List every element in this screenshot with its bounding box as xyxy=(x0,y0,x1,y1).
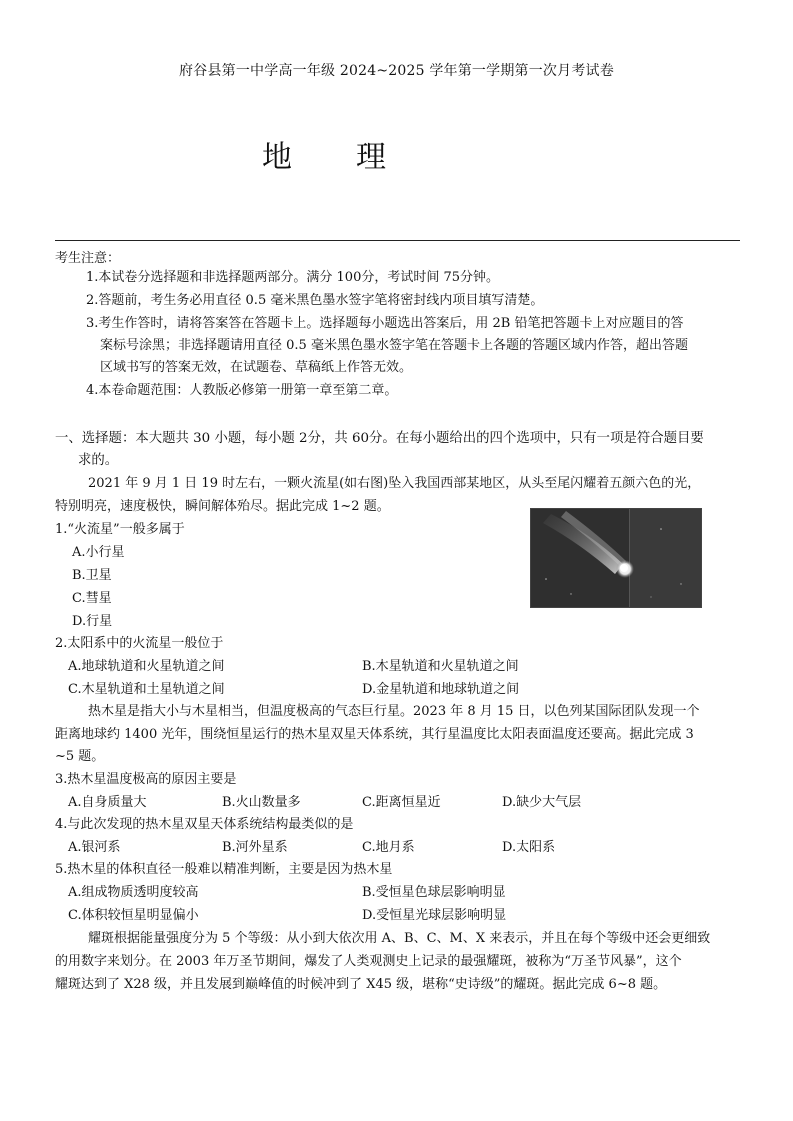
q5-option-d: D.受恒星光球层影响明显 xyxy=(362,908,507,923)
fireball-meteor-image xyxy=(531,509,701,607)
notice-heading: 考生注意： xyxy=(55,251,121,266)
q1-stem: 1.“火流星”一般多属于 xyxy=(55,522,185,537)
q5-option-a: A.组成物质透明度较高 xyxy=(68,885,199,900)
exam-title: 府谷县第一中学高一年级 2024~2025 学年第一学期第一次月考试卷 xyxy=(179,63,614,79)
q5-option-b: B.受恒星色球层影响明显 xyxy=(362,885,506,900)
q2-option-c: C.木星轨道和土星轨道之间 xyxy=(68,682,225,697)
q1-option-a: A.小行星 xyxy=(72,545,125,560)
q2-option-b: B.木星轨道和火星轨道之间 xyxy=(362,659,519,674)
passage-2-line-2: 距离地球约 1400 光年，围绕恒星运行的热木星双星天体系统，其行星温度比太阳表面温度还要高。据此完成 3 xyxy=(55,727,694,742)
q3-option-a: A.自身质量大 xyxy=(68,795,147,810)
q1-option-d: D.行星 xyxy=(72,614,113,629)
passage-1-line-2: 特别明亮，速度极快，瞬间解体殆尽。据此完成 1~2 题。 xyxy=(55,499,390,514)
q3-option-b: B.火山数量多 xyxy=(222,795,301,810)
passage-2-line-1: 热木星是指大小与木星相当，但温度极高的气态巨行星。2023 年 8 月 15 日，以色列某国际团队发现一个 xyxy=(88,704,700,719)
subject-char-2: 理 xyxy=(356,140,388,175)
notice-line-3: 3.考生作答时，请将答案答在答题卡上。选择题每小题选出答案后，用 2B 铅笔把答题卡上对应题目的答 xyxy=(86,316,684,331)
passage-3-line-1: 耀斑根据能量强度分为 5 个等级：从小到大依次用 A、B、C、M、X 来表示，并且在每个等级中还会更细致 xyxy=(88,931,711,946)
q4-option-a: A.银河系 xyxy=(68,840,121,855)
fireball-photo xyxy=(530,508,702,608)
notice-line-3-cont2: 区域书写的答案无效，在试题卷、草稿纸上作答无效。 xyxy=(100,360,413,375)
subject-char-1: 地 xyxy=(262,140,294,175)
q2-option-a: A.地球轨道和火星轨道之间 xyxy=(68,659,225,674)
passage-3-line-2: 的用数字来划分。在 2003 年万圣节期间，爆发了人类观测史上记录的最强耀斑，被称为“万圣节风暴”，这个 xyxy=(55,954,682,969)
q4-option-b: B.河外星系 xyxy=(222,840,288,855)
q1-option-c: C.彗星 xyxy=(72,591,112,606)
notice-line-2: 2.答题前，考生务必用直径 0.5 毫米黑色墨水签字笔将密封线内项目填写清楚。 xyxy=(86,293,544,308)
passage-2-line-3: ~5 题。 xyxy=(55,749,105,764)
section-heading-cont: 求的。 xyxy=(78,453,119,468)
q4-option-d: D.太阳系 xyxy=(502,840,556,855)
passage-3-line-3: 耀斑达到了 X28 级，并且发展到巅峰值的时候冲到了 X45 级，堪称“史诗级”的耀斑。据此完成 6~8 题。 xyxy=(55,977,667,992)
q3-option-d: D.缺少大气层 xyxy=(502,795,582,810)
q1-option-b: B.卫星 xyxy=(72,568,112,583)
q3-stem: 3.热木星温度极高的原因主要是 xyxy=(55,772,237,787)
notice-line-3-cont: 案标号涂黑；非选择题请用直径 0.5 毫米黑色墨水签字笔在答题卡上各题的答题区域内作答，超出答题 xyxy=(100,338,688,353)
q5-option-c: C.体积较恒星明显偏小 xyxy=(68,908,199,923)
notice-line-4: 4.本卷命题范围：人教版必修第一册第一章至第二章。 xyxy=(86,383,398,398)
section-heading: 一、选择题：本大题共 30 小题，每小题 2分，共 60分。在每小题给出的四个选项中，只有一项是符合题目要 xyxy=(55,431,704,446)
q2-stem: 2.太阳系中的火流星一般位于 xyxy=(55,636,224,651)
subject-title xyxy=(262,132,388,176)
divider-line xyxy=(55,240,740,241)
q3-option-c: C.距离恒星近 xyxy=(362,795,441,810)
q2-option-d: D.金星轨道和地球轨道之间 xyxy=(362,682,520,697)
notice-line-1: 1.本试卷分选择题和非选择题两部分。满分 100分，考试时间 75分钟。 xyxy=(86,270,500,285)
q4-stem: 4.与此次发现的热木星双星天体系统结构最类似的是 xyxy=(55,817,354,832)
q4-option-c: C.地月系 xyxy=(362,840,415,855)
passage-1-line-1: 2021 年 9 月 1 日 19 时左右，一颗火流星(如右图)坠入我国西部某地区，从头至尾闪耀着五颜六色的光， xyxy=(88,476,701,491)
q5-stem: 5.热木星的体积直径一般难以精准判断，主要是因为热木星 xyxy=(55,862,393,877)
